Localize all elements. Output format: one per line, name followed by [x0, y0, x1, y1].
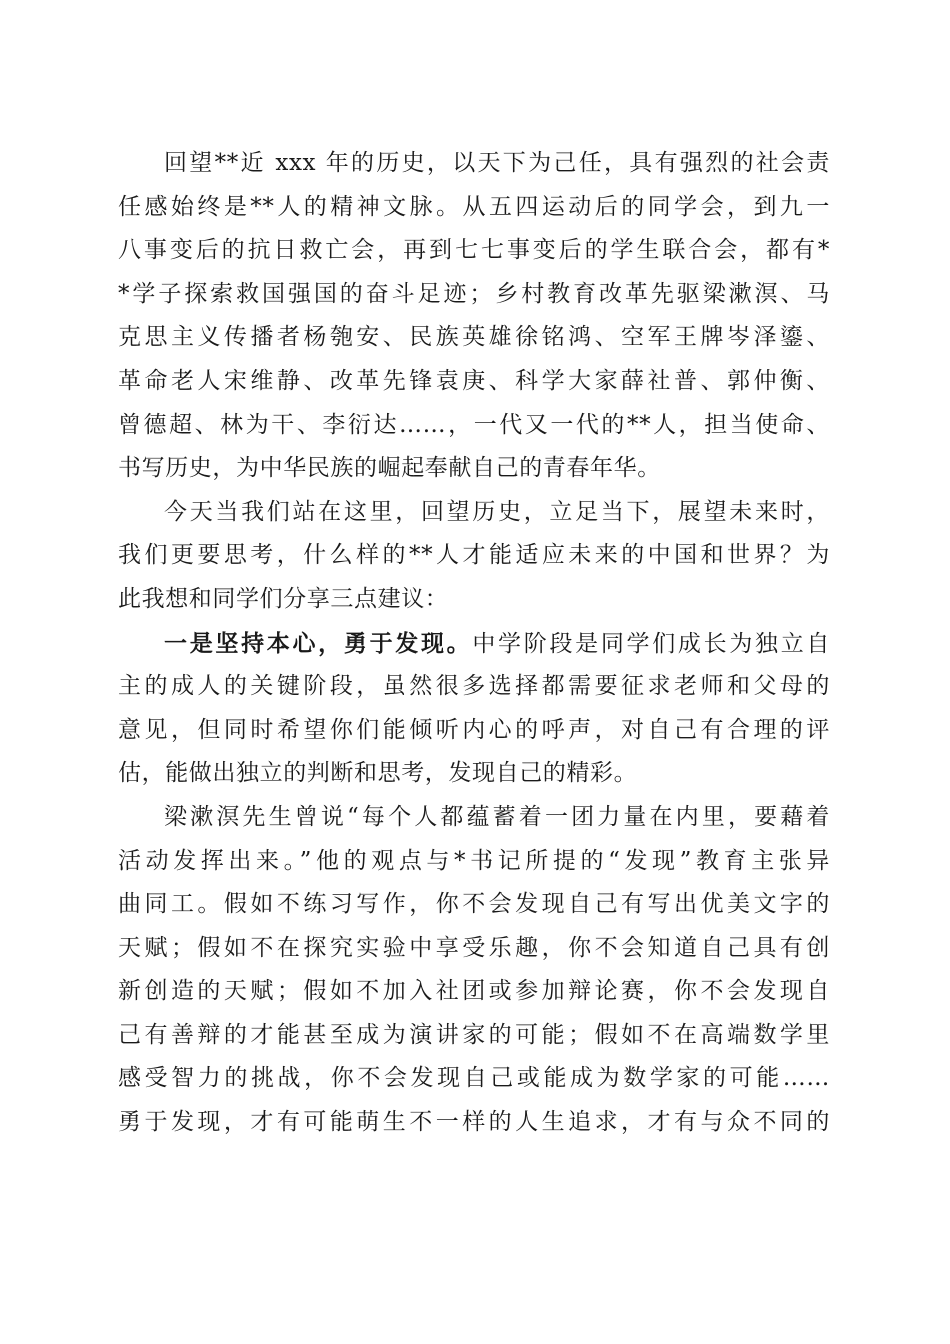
text-line: 估，能做出独立的判断和思考，发现自己的精彩。 — [118, 760, 638, 787]
text-line: 克思主义传播者杨匏安、民族英雄徐铭鸿、空军王牌岑泽鎏、 — [118, 324, 830, 351]
text-line: 曾德超、林为干、李衍达……，一代又一代的**人，担当使命、 — [118, 411, 830, 438]
text-line: 书写历史，为中华民族的崛起奉献自己的青春年华。 — [118, 455, 661, 482]
suggestion-heading: 一是坚持本心，勇于发现。 — [164, 629, 473, 657]
text-line: *学子探索救国强国的奋斗足迹；乡村教育改革先驱梁漱溟、马 — [118, 280, 830, 307]
text-line: 我们更要思考，什么样的**人才能适应未来的中国和世界？为 — [118, 542, 830, 569]
text-line: 新创造的天赋；假如不加入社团或参加辩论赛，你不会发现自 — [118, 978, 830, 1005]
text-line: 回望**近 xxx 年的历史，以天下为己任，具有强烈的社会责 — [164, 150, 830, 176]
text-line: 曲同工。假如不练习写作，你不会发现自己有写出优美文字的 — [118, 891, 830, 918]
text-line: 梁漱溟先生曾说“每个人都蕴蓄着一团力量在内里，要藉着 — [164, 803, 830, 830]
text-line: 己有善辩的才能甚至成为演讲家的可能；假如不在高端数学里 — [118, 1021, 830, 1048]
text-line: 今天当我们站在这里，回望历史，立足当下，展望未来时， — [164, 498, 830, 525]
paragraph-liang-quote — [118, 796, 830, 1145]
text-line: 革命老人宋维静、改革先锋袁庚、科学大家薛社普、郭仲衡、 — [118, 367, 830, 394]
text-line: 任感始终是**人的精神文脉。从五四运动后的同学会，到九一 — [118, 193, 830, 220]
text-line: 此我想和同学们分享三点建议： — [118, 585, 449, 612]
paragraph-suggestion-one — [118, 622, 830, 796]
text-line: 感受智力的挑战，你不会发现自己或能成为数学家的可能…… — [118, 1065, 830, 1092]
text-line — [118, 622, 830, 666]
text-line: 八事变后的抗日救亡会，再到七七事变后的学生联合会，都有* — [118, 237, 830, 264]
text-fragment: 中学阶段是同学们成长为独立自 — [472, 630, 831, 657]
paragraph-history — [118, 142, 830, 491]
text-line: 主的成人的关键阶段，虽然很多选择都需要征求老师和父母的 — [118, 673, 830, 700]
text-line: 勇于发现，才有可能萌生不一样的人生追求，才有与众不同的 — [118, 1109, 830, 1136]
text-line: 天赋；假如不在探究实验中享受乐趣，你不会知道自己具有创 — [118, 934, 830, 961]
document-body — [118, 142, 830, 1145]
text-line: 活动发挥出来。”他的观点与*书记所提的“发现”教育主张异 — [118, 847, 830, 874]
paragraph-today — [118, 491, 830, 622]
text-line: 意见，但同时希望你们能倾听内心的呼声，对自己有合理的评 — [118, 716, 830, 743]
